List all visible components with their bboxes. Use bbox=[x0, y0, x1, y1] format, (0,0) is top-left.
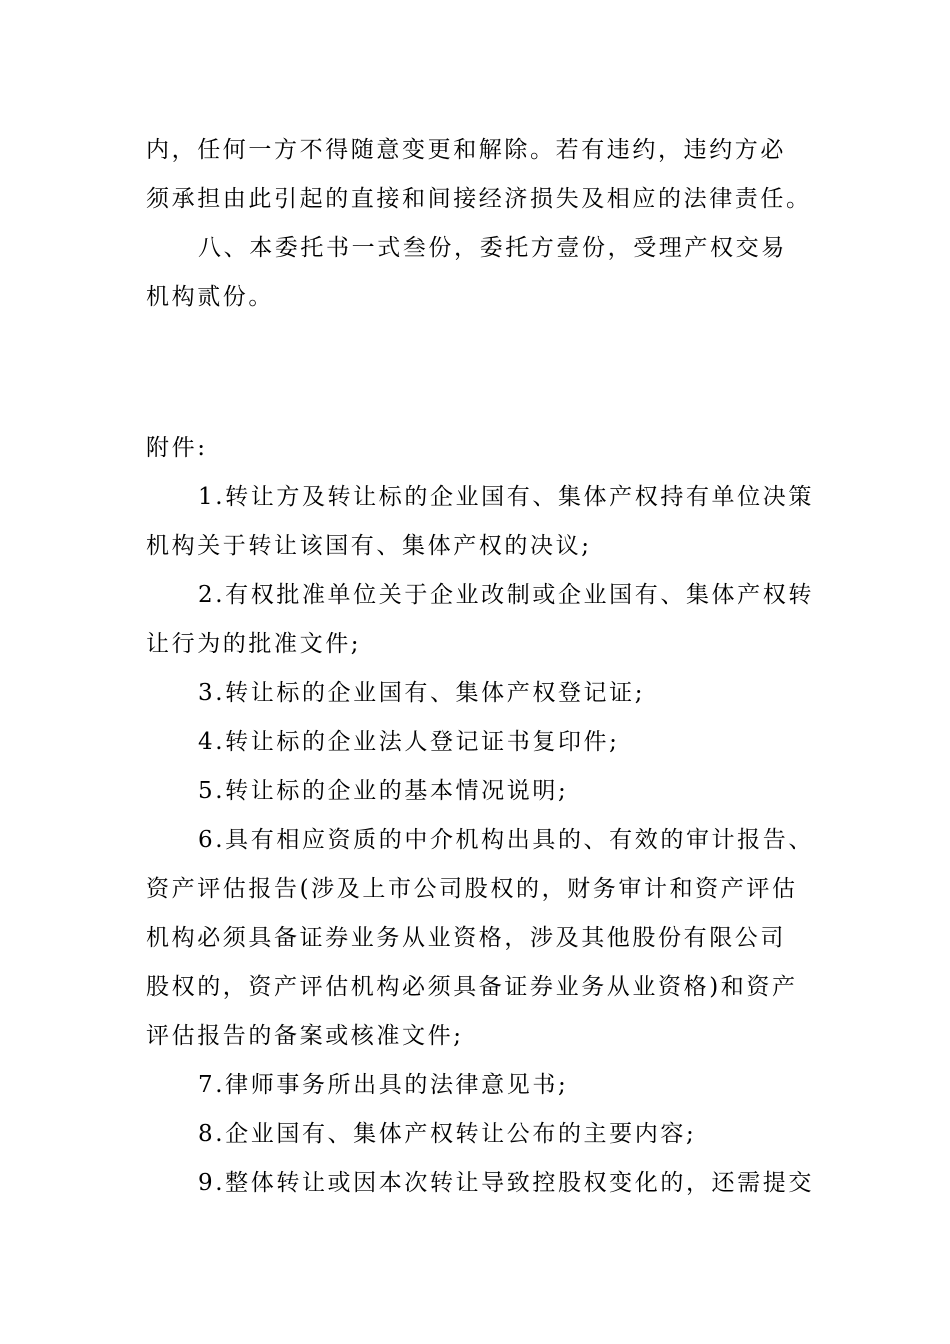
attachment-item-1-cont: 机构关于转让该国有、集体产权的决议; bbox=[146, 533, 592, 559]
clause-eight-line: 八、本委托书一式叁份，委托方壹份，受理产权交易 bbox=[198, 235, 787, 261]
attachments-section bbox=[146, 424, 814, 1208]
attachment-item-8: 8.企业国有、集体产权转让公布的主要内容; bbox=[198, 1121, 697, 1147]
text-line: 机构贰份。 bbox=[146, 284, 274, 310]
attachment-item-6-cont: 股权的，资产评估机构必须具备证券业务从业资格)和资产 bbox=[146, 974, 798, 1000]
attachment-item-7: 7.律师事务所出具的法律意见书; bbox=[198, 1072, 569, 1098]
text-line: 须承担由此引起的直接和间接经济损失及相应的法律责任。 bbox=[146, 186, 812, 212]
attachment-item-5: 5.转让标的企业的基本情况说明; bbox=[198, 778, 569, 804]
attachment-item-1: 1.转让方及转让标的企业国有、集体产权持有单位决策 bbox=[198, 484, 814, 510]
attachment-item-6-cont: 评估报告的备案或核准文件; bbox=[146, 1023, 464, 1049]
attachment-item-2: 2.有权批准单位关于企业改制或企业国有、集体产权转 bbox=[198, 582, 814, 608]
attachment-item-3: 3.转让标的企业国有、集体产权登记证; bbox=[198, 680, 646, 706]
text-line: 内，任何一方不得随意变更和解除。若有违约，违约方必 bbox=[146, 137, 786, 163]
attachments-heading: 附件: bbox=[146, 435, 208, 461]
contract-clause-text bbox=[146, 126, 812, 322]
attachment-item-6: 6.具有相应资质的中介机构出具的、有效的审计报告、 bbox=[198, 827, 814, 853]
attachment-item-6-cont: 机构必须具备证券业务从业资格，涉及其他股份有限公司 bbox=[146, 925, 786, 951]
attachment-item-9: 9.整体转让或因本次转让导致控股权变化的，还需提交 bbox=[198, 1170, 814, 1196]
attachment-item-2-cont: 让行为的批准文件; bbox=[146, 631, 362, 657]
attachment-item-6-cont: 资产评估报告(涉及上市公司股权的，财务审计和资产评估 bbox=[146, 876, 798, 902]
attachment-item-4: 4.转让标的企业法人登记证书复印件; bbox=[198, 729, 620, 755]
